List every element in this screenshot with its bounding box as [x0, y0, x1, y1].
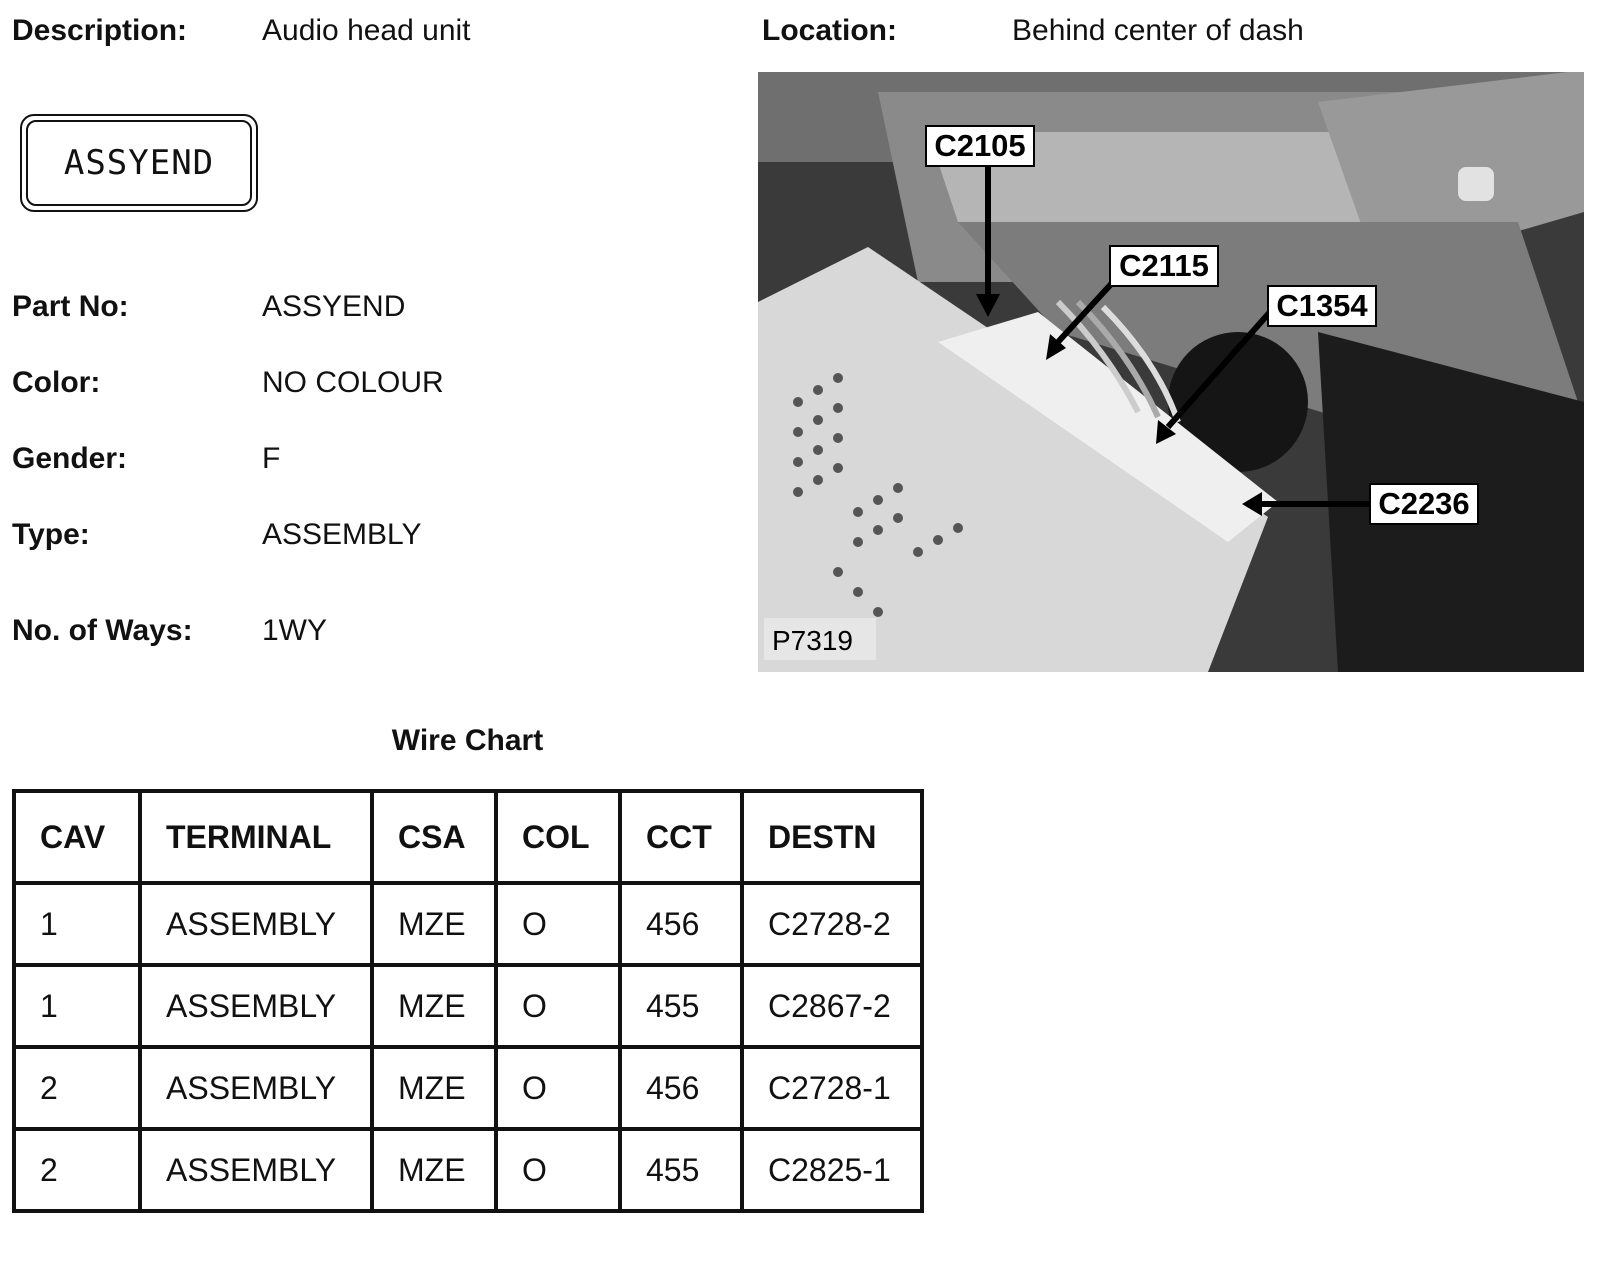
color-label: Color:: [12, 366, 101, 399]
cell-destn: C2728-2: [742, 883, 922, 965]
location-photo-illustration: [758, 72, 1584, 672]
callout-c2105: [926, 126, 1034, 166]
cell-csa: MZE: [372, 1047, 496, 1129]
cell-terminal: ASSEMBLY: [140, 883, 372, 965]
figure-id: P7319: [772, 625, 853, 656]
table-row: [14, 965, 922, 1047]
callout-c2115: [1110, 246, 1218, 286]
gender-label: Gender:: [12, 442, 128, 475]
cell-cav: 1: [14, 883, 140, 965]
header-csa: CSA: [372, 791, 496, 883]
cell-cav: 1: [14, 965, 140, 1047]
location-value: Behind center of dash: [1012, 14, 1304, 47]
cell-destn: C2825-1: [742, 1129, 922, 1211]
cell-cav: 2: [14, 1047, 140, 1129]
location-photo: [758, 72, 1584, 672]
part-no-label: Part No:: [12, 290, 129, 323]
callout-c1354: [1268, 286, 1376, 326]
header-col: COL: [496, 791, 620, 883]
callout-c1354-text: C1354: [1276, 288, 1368, 323]
cell-col: O: [496, 965, 620, 1047]
cell-cav: 2: [14, 1129, 140, 1211]
cell-cct: 455: [620, 965, 742, 1047]
cell-csa: MZE: [372, 883, 496, 965]
table-row: [14, 1129, 922, 1211]
connector-stamp-text: ASSYEND: [26, 120, 252, 206]
callout-c2236: [1370, 484, 1478, 524]
cell-cct: 456: [620, 1047, 742, 1129]
location-label: Location:: [762, 14, 897, 47]
header-cav: CAV: [14, 791, 140, 883]
connector-stamp: [20, 114, 258, 212]
cell-terminal: ASSEMBLY: [140, 965, 372, 1047]
header-destn: DESTN: [742, 791, 922, 883]
callout-c2236-text: C2236: [1378, 486, 1470, 521]
color-value: NO COLOUR: [262, 366, 444, 399]
callout-c2105-text: C2105: [934, 128, 1026, 163]
cell-cct: 456: [620, 883, 742, 965]
cell-csa: MZE: [372, 1129, 496, 1211]
table-header-row: [14, 791, 922, 883]
description-value: Audio head unit: [262, 14, 471, 47]
cell-csa: MZE: [372, 965, 496, 1047]
wire-chart-table: [12, 789, 924, 1213]
gender-value: F: [262, 442, 281, 475]
cell-destn: C2867-2: [742, 965, 922, 1047]
cell-col: O: [496, 1047, 620, 1129]
cell-col: O: [496, 1129, 620, 1211]
cell-cct: 455: [620, 1129, 742, 1211]
type-value: ASSEMBLY: [262, 518, 422, 551]
table-row: [14, 883, 922, 965]
cell-terminal: ASSEMBLY: [140, 1047, 372, 1129]
part-no-value: ASSYEND: [262, 290, 406, 323]
wire-chart-title: Wire Chart: [391, 724, 544, 757]
header-cct: CCT: [620, 791, 742, 883]
cell-destn: C2728-1: [742, 1047, 922, 1129]
description-label: Description:: [12, 14, 188, 47]
header-terminal: TERMINAL: [140, 791, 372, 883]
ways-value: 1WY: [262, 614, 328, 647]
cell-col: O: [496, 883, 620, 965]
type-label: Type:: [12, 518, 90, 551]
table-row: [14, 1047, 922, 1129]
callout-c2115-text: C2115: [1119, 248, 1209, 283]
cell-terminal: ASSEMBLY: [140, 1129, 372, 1211]
ways-label: No. of Ways:: [12, 614, 193, 647]
